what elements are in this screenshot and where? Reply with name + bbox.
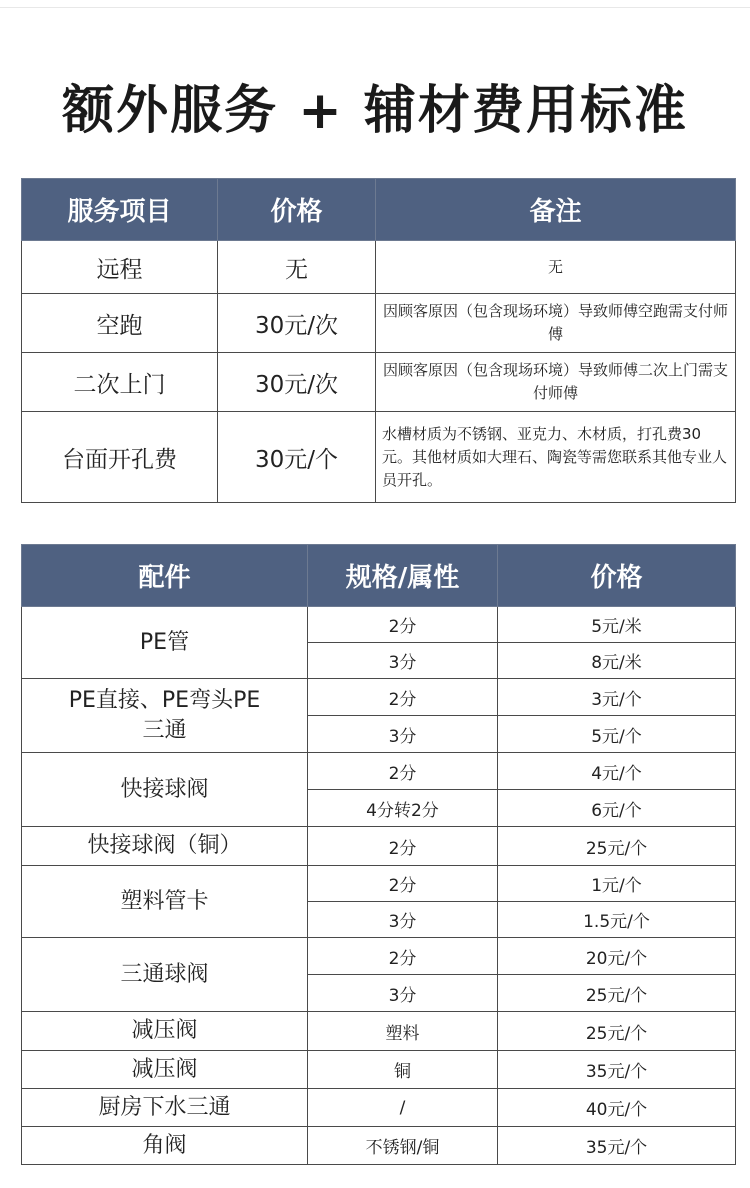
table-row	[22, 241, 736, 294]
table-row	[22, 866, 736, 902]
top-divider	[0, 0, 750, 8]
service-name: 二次上门	[22, 353, 218, 412]
page-title: 额外服务 + 辅材费用标准	[62, 81, 688, 141]
part-name: PE管	[22, 607, 308, 679]
part-name: 塑料管卡	[22, 866, 308, 938]
part-price: 35元/个	[498, 1051, 736, 1089]
part-name: 三通球阀	[22, 938, 308, 1012]
table-row	[22, 1127, 736, 1165]
table-row	[22, 353, 736, 412]
part-price: 25元/个	[498, 1012, 736, 1051]
service-note: 因顾客原因（包含现场环境）导致师傅二次上门需支付师傅	[376, 353, 736, 412]
service-name: 远程	[22, 241, 218, 294]
part-spec: 2分	[308, 827, 498, 866]
part-spec: 4分转2分	[308, 790, 498, 827]
header-note: 备注	[376, 179, 736, 241]
service-note: 无	[376, 241, 736, 294]
part-spec: 3分	[308, 902, 498, 938]
part-spec: /	[308, 1089, 498, 1127]
service-price: 30元/次	[218, 353, 376, 412]
part-spec: 3分	[308, 975, 498, 1012]
part-name: 角阀	[22, 1127, 308, 1165]
table-row	[22, 1012, 736, 1051]
part-price: 6元/个	[498, 790, 736, 827]
header-service-item: 服务项目	[22, 179, 218, 241]
part-spec: 3分	[308, 716, 498, 753]
part-name: 厨房下水三通	[22, 1089, 308, 1127]
table-row	[22, 753, 736, 790]
part-price: 20元/个	[498, 938, 736, 975]
service-price: 无	[218, 241, 376, 294]
part-name: 快接球阀（铜）	[22, 827, 308, 866]
part-spec: 塑料	[308, 1012, 498, 1051]
service-price: 30元/个	[218, 412, 376, 503]
parts-fee-table	[21, 544, 736, 1165]
table-row	[22, 679, 736, 716]
table-header-row	[22, 179, 736, 241]
service-fee-table	[21, 178, 736, 503]
table-header-row	[22, 545, 736, 607]
header-spec: 规格/属性	[308, 545, 498, 607]
part-price: 5元/个	[498, 716, 736, 753]
part-name: 快接球阀	[22, 753, 308, 827]
part-spec: 2分	[308, 679, 498, 716]
service-price: 30元/次	[218, 294, 376, 353]
table-row	[22, 294, 736, 353]
table-row	[22, 1089, 736, 1127]
part-spec: 不锈钢/铜	[308, 1127, 498, 1165]
part-spec: 2分	[308, 753, 498, 790]
table-row	[22, 412, 736, 503]
part-price: 25元/个	[498, 975, 736, 1012]
part-price: 8元/米	[498, 643, 736, 679]
service-note: 水槽材质为不锈钢、亚克力、木材质，打孔费30元。其他材质如大理石、陶瓷等需您联系其他专业人员开孔。	[376, 412, 736, 503]
table-row	[22, 607, 736, 643]
table-row	[22, 1051, 736, 1089]
header-part: 配件	[22, 545, 308, 607]
part-name: PE直接、PE弯头PE三通	[22, 679, 308, 753]
part-name: 减压阀	[22, 1012, 308, 1051]
part-price: 25元/个	[498, 827, 736, 866]
header-part-price: 价格	[498, 545, 736, 607]
service-name: 空跑	[22, 294, 218, 353]
header-price: 价格	[218, 179, 376, 241]
part-price: 40元/个	[498, 1089, 736, 1127]
part-name: 减压阀	[22, 1051, 308, 1089]
part-price: 1元/个	[498, 866, 736, 902]
part-price: 5元/米	[498, 607, 736, 643]
part-spec: 铜	[308, 1051, 498, 1089]
part-price: 3元/个	[498, 679, 736, 716]
part-price: 1.5元/个	[498, 902, 736, 938]
service-name: 台面开孔费	[22, 412, 218, 503]
table-row	[22, 827, 736, 866]
part-price: 35元/个	[498, 1127, 736, 1165]
part-spec: 3分	[308, 643, 498, 679]
part-spec: 2分	[308, 866, 498, 902]
table-row	[22, 938, 736, 975]
service-note: 因顾客原因（包含现场环境）导致师傅空跑需支付师傅	[376, 294, 736, 353]
part-spec: 2分	[308, 607, 498, 643]
part-spec: 2分	[308, 938, 498, 975]
part-price: 4元/个	[498, 753, 736, 790]
